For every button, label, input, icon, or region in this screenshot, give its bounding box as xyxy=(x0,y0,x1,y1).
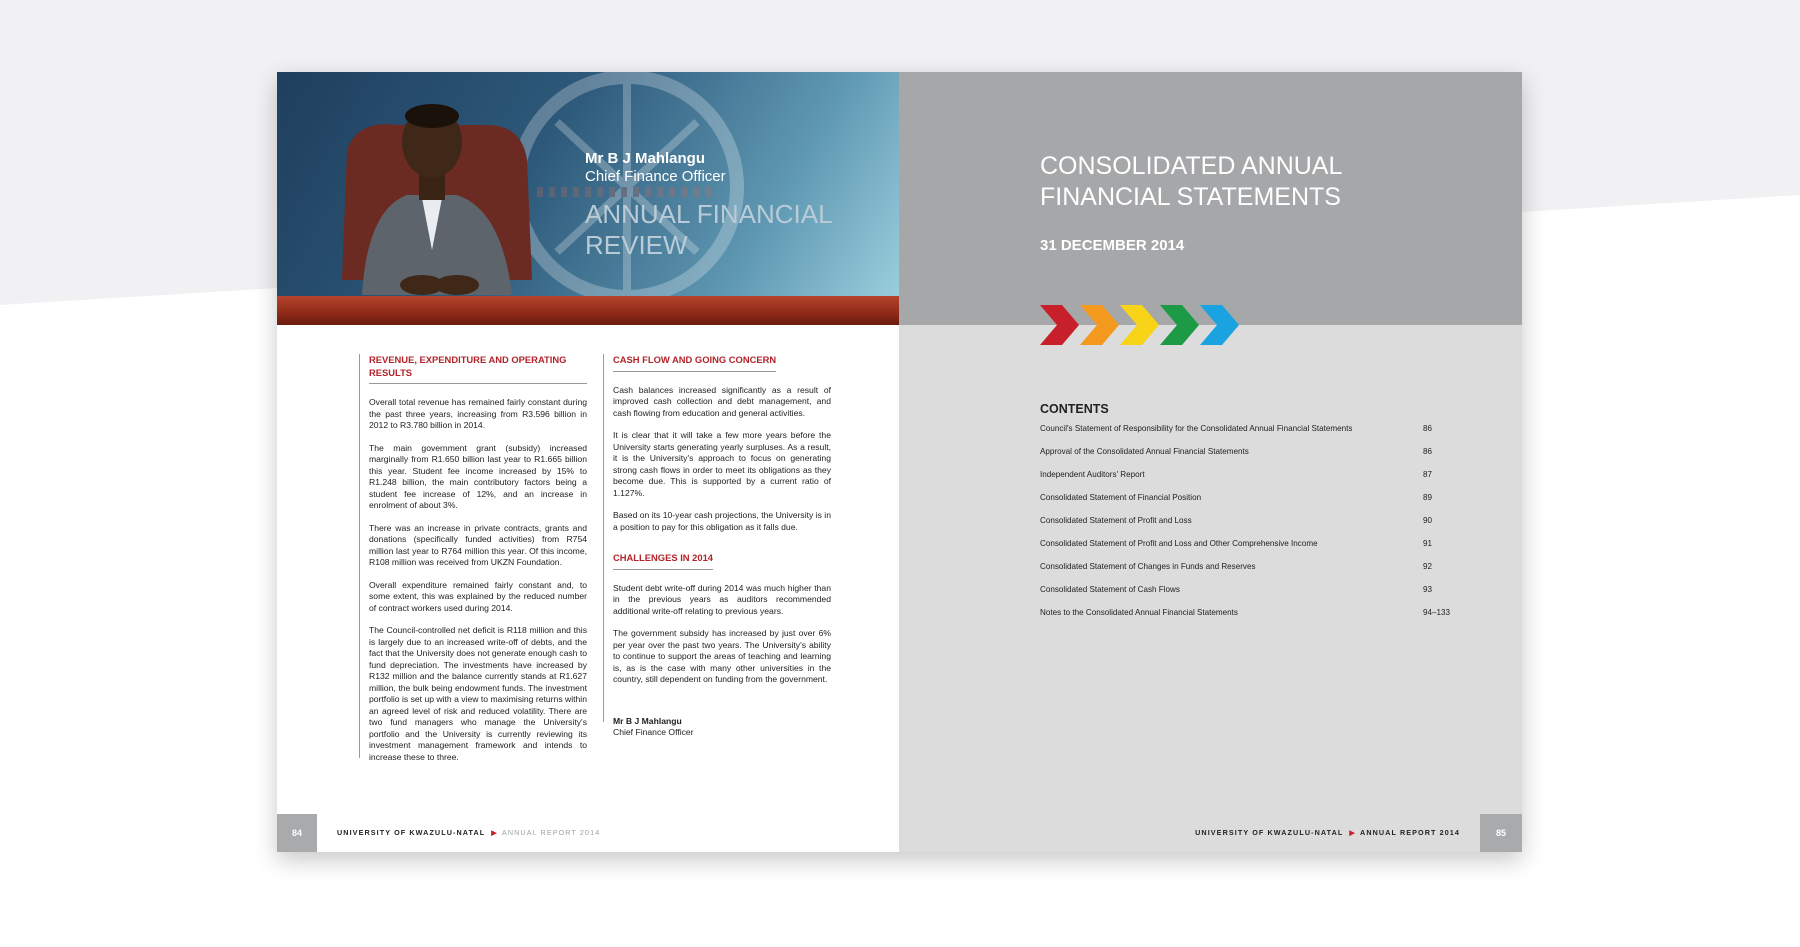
paragraph: Overall total revenue has remained fairly constant during the past three years, increasing from R3.596 billion in 2012 to R3.780 billion in 2014. xyxy=(369,397,587,430)
paragraph: Based on its 10-year cash projections, the University is in a position to pay for this obligation as it falls due. xyxy=(613,510,831,532)
contents-item-page: 92 xyxy=(1423,562,1433,571)
contents-item-page: 93 xyxy=(1423,585,1433,594)
hero-banner xyxy=(277,72,899,325)
chevron-red-icon xyxy=(1040,305,1079,345)
contents-item[interactable] xyxy=(1040,515,1460,538)
contents-item-page: 89 xyxy=(1423,493,1433,502)
footer-report: ANNUAL REPORT 2014 xyxy=(1360,828,1460,837)
cfo-portrait xyxy=(317,80,547,310)
contents-item-page: 86 xyxy=(1423,447,1433,456)
contents-item[interactable] xyxy=(1040,561,1460,584)
paragraph: Overall expenditure remained fairly constant and, to some extent, this was explained by the reduced number of contract workers used during 2014. xyxy=(369,579,587,613)
footer-org: UNIVERSITY OF KWAZULU-NATAL xyxy=(337,828,486,837)
paragraph: The main government grant (subsidy) increased marginally from R1.650 billion last year to R1.665 billion this year. Student fee income increased by 15% to R1.248 billion, the main contributory factors being a student fee increase of 12%, and an increase in enrolment of about 3%. xyxy=(369,442,587,510)
contents-item[interactable] xyxy=(1040,492,1460,515)
signature-role: Chief Finance Officer xyxy=(613,727,694,737)
chevron-green-icon xyxy=(1160,305,1199,345)
footer-report: ANNUAL REPORT 2014 xyxy=(501,828,601,837)
contents-list xyxy=(1040,423,1460,630)
chevron-yellow-icon xyxy=(1120,305,1159,345)
right-page xyxy=(899,72,1522,852)
contents-item-page: 87 xyxy=(1423,470,1433,479)
contents-heading: CONTENTS xyxy=(1040,402,1109,416)
section-heading-cashflow: CASH FLOW AND GOING CONCERN xyxy=(613,354,776,372)
column-cashflow xyxy=(603,354,831,737)
contents-item-label: Consolidated Statement of Changes in Funds and Reserves xyxy=(1040,562,1256,571)
column-revenue xyxy=(359,354,587,762)
contents-item[interactable] xyxy=(1040,446,1460,469)
contents-item[interactable] xyxy=(1040,469,1460,492)
contents-item[interactable] xyxy=(1040,423,1460,446)
paragraph: There was an increase in private contracts, grants and donations (specifically funded activities) from R754 million last year to R764 million this year. Of this income, R108 million was received from UKZN Foundation. xyxy=(369,522,587,567)
contents-item-label: Consolidated Statement of Profit and Loss and Other Comprehensive Income xyxy=(1040,539,1318,548)
hero-role: Chief Finance Officer xyxy=(585,168,726,185)
hero-name: Mr B J Mahlangu xyxy=(585,150,706,167)
page-number-left: 84 xyxy=(277,814,317,852)
footer-right xyxy=(1195,828,1460,837)
arrow-right-icon: ▶ xyxy=(491,828,498,837)
contents-item-label: Approval of the Consolidated Annual Financial Statements xyxy=(1040,447,1249,456)
contents-item-label: Notes to the Consolidated Annual Financial Statements xyxy=(1040,608,1238,617)
contents-item-label: Consolidated Statement of Profit and Loss xyxy=(1040,516,1192,525)
paragraph: Student debt write-off during 2014 was much higher than in the previous years as auditors recommended additional write-off relating to previous years. xyxy=(613,582,831,616)
contents-item-page: 86 xyxy=(1423,424,1433,433)
contents-item[interactable] xyxy=(1040,607,1460,630)
arrow-right-icon: ▶ xyxy=(1349,828,1357,837)
chevron-orange-icon xyxy=(1080,305,1119,345)
footer-left xyxy=(337,828,600,837)
signature-name: Mr B J Mahlangu xyxy=(613,715,682,726)
contents-item[interactable] xyxy=(1040,538,1460,561)
paragraph: The government subsidy has increased by just over 6% per year over the past two years. The University's ability to continue to support the areas of teaching and learning is, as is the case with many other universities in the country, still dependent on funding from the government. xyxy=(613,628,831,684)
hero-title: ANNUAL FINANCIAL REVIEW xyxy=(585,199,832,260)
contents-item-page: 90 xyxy=(1423,516,1433,525)
paragraph: The Council-controlled net deficit is R118 million and this is largely due to an increased write-off of debts, and the fact that the University does not generate enough cash to fund depreciation. The investments have increased by R132 million and the balance currently stands at R1.627 million, the bulk being endowment funds. The investment portfolio is set up with a view to maximising returns within an agreed level of risk and reduced volatility. There are two fund managers who manage the University's portfolio and the University is currently reviewing its investment management framework and intends to increase these to three. xyxy=(369,625,587,762)
page-number-right: 85 xyxy=(1480,814,1522,852)
statement-date: 31 DECEMBER 2014 xyxy=(1040,237,1185,254)
contents-item-label: Consolidated Statement of Financial Position xyxy=(1040,493,1202,502)
section-heading-challenges: CHALLENGES IN 2014 xyxy=(613,552,713,570)
left-page xyxy=(277,72,899,852)
chevron-band xyxy=(1040,305,1250,345)
contents-item-label: Independent Auditors' Report xyxy=(1040,470,1145,479)
contents-item-label: Council's Statement of Responsibility for the Consolidated Annual Financial Statements xyxy=(1040,424,1353,433)
page-title: CONSOLIDATED ANNUAL FINANCIAL STATEMENTS xyxy=(1040,152,1342,211)
contents-item-label: Consolidated Statement of Cash Flows xyxy=(1040,585,1180,594)
contents-item-page: 91 xyxy=(1423,539,1433,548)
section-heading-revenue: REVENUE, EXPENDITURE AND OPERATING RESULTS xyxy=(369,354,587,384)
contents-item[interactable] xyxy=(1040,584,1460,607)
chevron-blue-icon xyxy=(1200,305,1239,345)
report-spread xyxy=(277,72,1522,852)
paragraph: Cash balances increased significantly as a result of improved cash collection and debt management, and cash flowing from education and general activities. xyxy=(613,384,831,418)
contents-item-page: 94–133 xyxy=(1423,608,1451,617)
footer-org: UNIVERSITY OF KWAZULU-NATAL xyxy=(1195,828,1344,837)
paragraph: It is clear that it will take a few more years before the University starts generating yearly surpluses. As a result, it is the University's approach to focus on generating strong cash flows in order to meet its obligations as they become due. This is supported by a current ratio of 1.127%. xyxy=(613,430,831,498)
